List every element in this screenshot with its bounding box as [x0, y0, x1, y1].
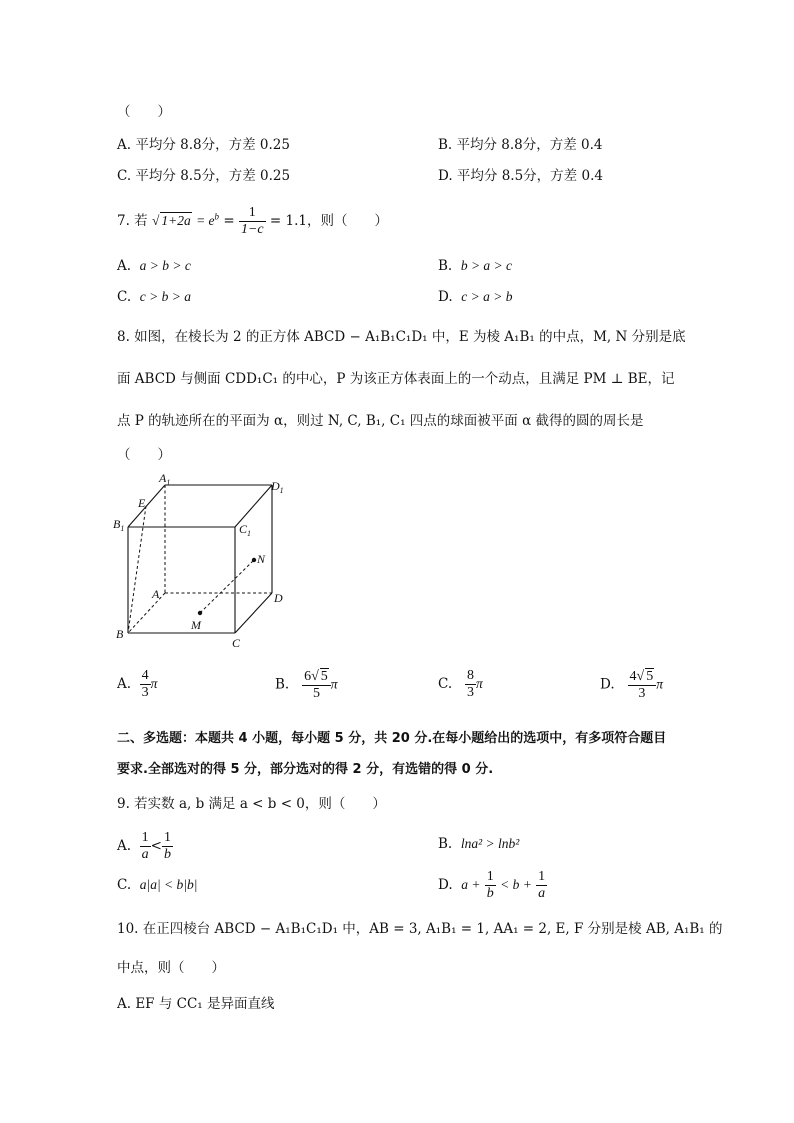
q8-paren: （ ）	[117, 447, 171, 463]
section2-line2: 要求.全部选对的得 5 分，部分选对的得 2 分，有选错的得 0 分.	[117, 762, 494, 777]
label-a: A	[152, 587, 160, 601]
q10-line2: 中点，则（ ）	[117, 960, 225, 976]
label-c: C	[232, 636, 241, 650]
label-n: N	[257, 552, 266, 566]
label-b1: $B_1$	[113, 517, 125, 533]
q7-stem: 7. 若 √ $1+2a = e^b$ = $\frac{1}{1-c}$ = 1.1，则（ ）	[117, 205, 388, 237]
q7-option-c: C. c > b > a	[117, 289, 191, 305]
q9-option-d: D. a + $\frac{1}{b}$ < b + $\frac{1}{a}$	[438, 869, 546, 901]
q7-exp: b	[214, 211, 220, 222]
label-a1: $A_1$	[159, 471, 171, 487]
point-n	[252, 558, 256, 562]
q7-sqrt: 1+2a	[161, 213, 191, 228]
q6-option-b: B. 平均分 8.8分，方差 0.4	[438, 137, 603, 153]
q8-line3: 点 P 的轨迹所在的平面为 α，则过 N, C, B₁, C₁ 四点的球面被平面 α 截得的圆的周长是	[117, 413, 644, 429]
q7-tail: = 1.1，则（ ）	[269, 213, 388, 229]
q7-fraction: $\frac{1}{1-c}$	[240, 205, 264, 237]
q8-option-a: A. $\frac{4}{3}$ π	[117, 668, 158, 700]
section2-line1: 二、多选题：本题共 4 小题，每小题 5 分，共 20 分.在每小题给出的选项中，有多项符合题目	[117, 731, 667, 746]
point-m	[198, 611, 202, 615]
q7-eq2: =	[223, 213, 235, 229]
q10-line1: 10. 在正四棱台 ABCD − A₁B₁C₁D₁ 中，AB = 3, A₁B₁ = 1, AA₁ = 2, E, F 分别是棱 AB, A₁B₁ 的	[117, 921, 723, 937]
q6-option-a: A. 平均分 8.8分，方差 0.25	[117, 137, 290, 153]
q10-option-a: A. EF 与 CC₁ 是异面直线	[117, 996, 275, 1012]
q6-paren: （ ）	[117, 104, 171, 120]
q7-eq1: = e	[196, 213, 215, 228]
q7-option-d: D. c > a > b	[438, 289, 513, 305]
label-d1: $D_1$	[271, 479, 284, 495]
q8-option-c: C. $\frac{8}{3}$ π	[438, 668, 483, 700]
q9-option-a: A. $\frac{1}{a}$ < $\frac{1}{b}$	[117, 830, 171, 862]
label-d: D	[274, 591, 283, 605]
q8-option-b: B. $\frac{6√ 5}{5}$ π	[275, 669, 338, 701]
q8-line1: 8. 如图，在棱长为 2 的正方体 ABCD − A₁B₁C₁D₁ 中，E 为棱 A₁B₁ 的中点，M, N 分别是底	[117, 329, 686, 345]
q7-option-b: B. b > a > c	[438, 258, 513, 274]
q6-option-c: C. 平均分 8.5分，方差 0.25	[117, 168, 291, 184]
q6-option-d: D. 平均分 8.5分，方差 0.4	[438, 168, 603, 184]
q9-option-b: B. lna² > lnb²	[438, 836, 520, 852]
label-e: E	[138, 496, 146, 510]
label-m: M	[191, 618, 201, 632]
q8-line2: 面 ABCD 与侧面 CDD₁C₁ 的中心，P 为该正方体表面上的一个动点，且满足 PM ⊥ BE，记	[117, 371, 675, 387]
label-c1: $C_1$	[239, 522, 252, 538]
q9-option-c: C. a|a| < b|b|	[117, 877, 198, 893]
q7-prefix: 7. 若	[117, 213, 148, 229]
cube-figure	[108, 470, 293, 650]
q8-option-d: D. $\frac{4√ 5}{3}$ π	[600, 669, 663, 701]
q7-option-a: A. a > b > c	[117, 258, 191, 274]
label-b: B	[116, 627, 124, 641]
q9-stem: 9. 若实数 a, b 满足 a < b < 0，则（ ）	[117, 796, 386, 812]
